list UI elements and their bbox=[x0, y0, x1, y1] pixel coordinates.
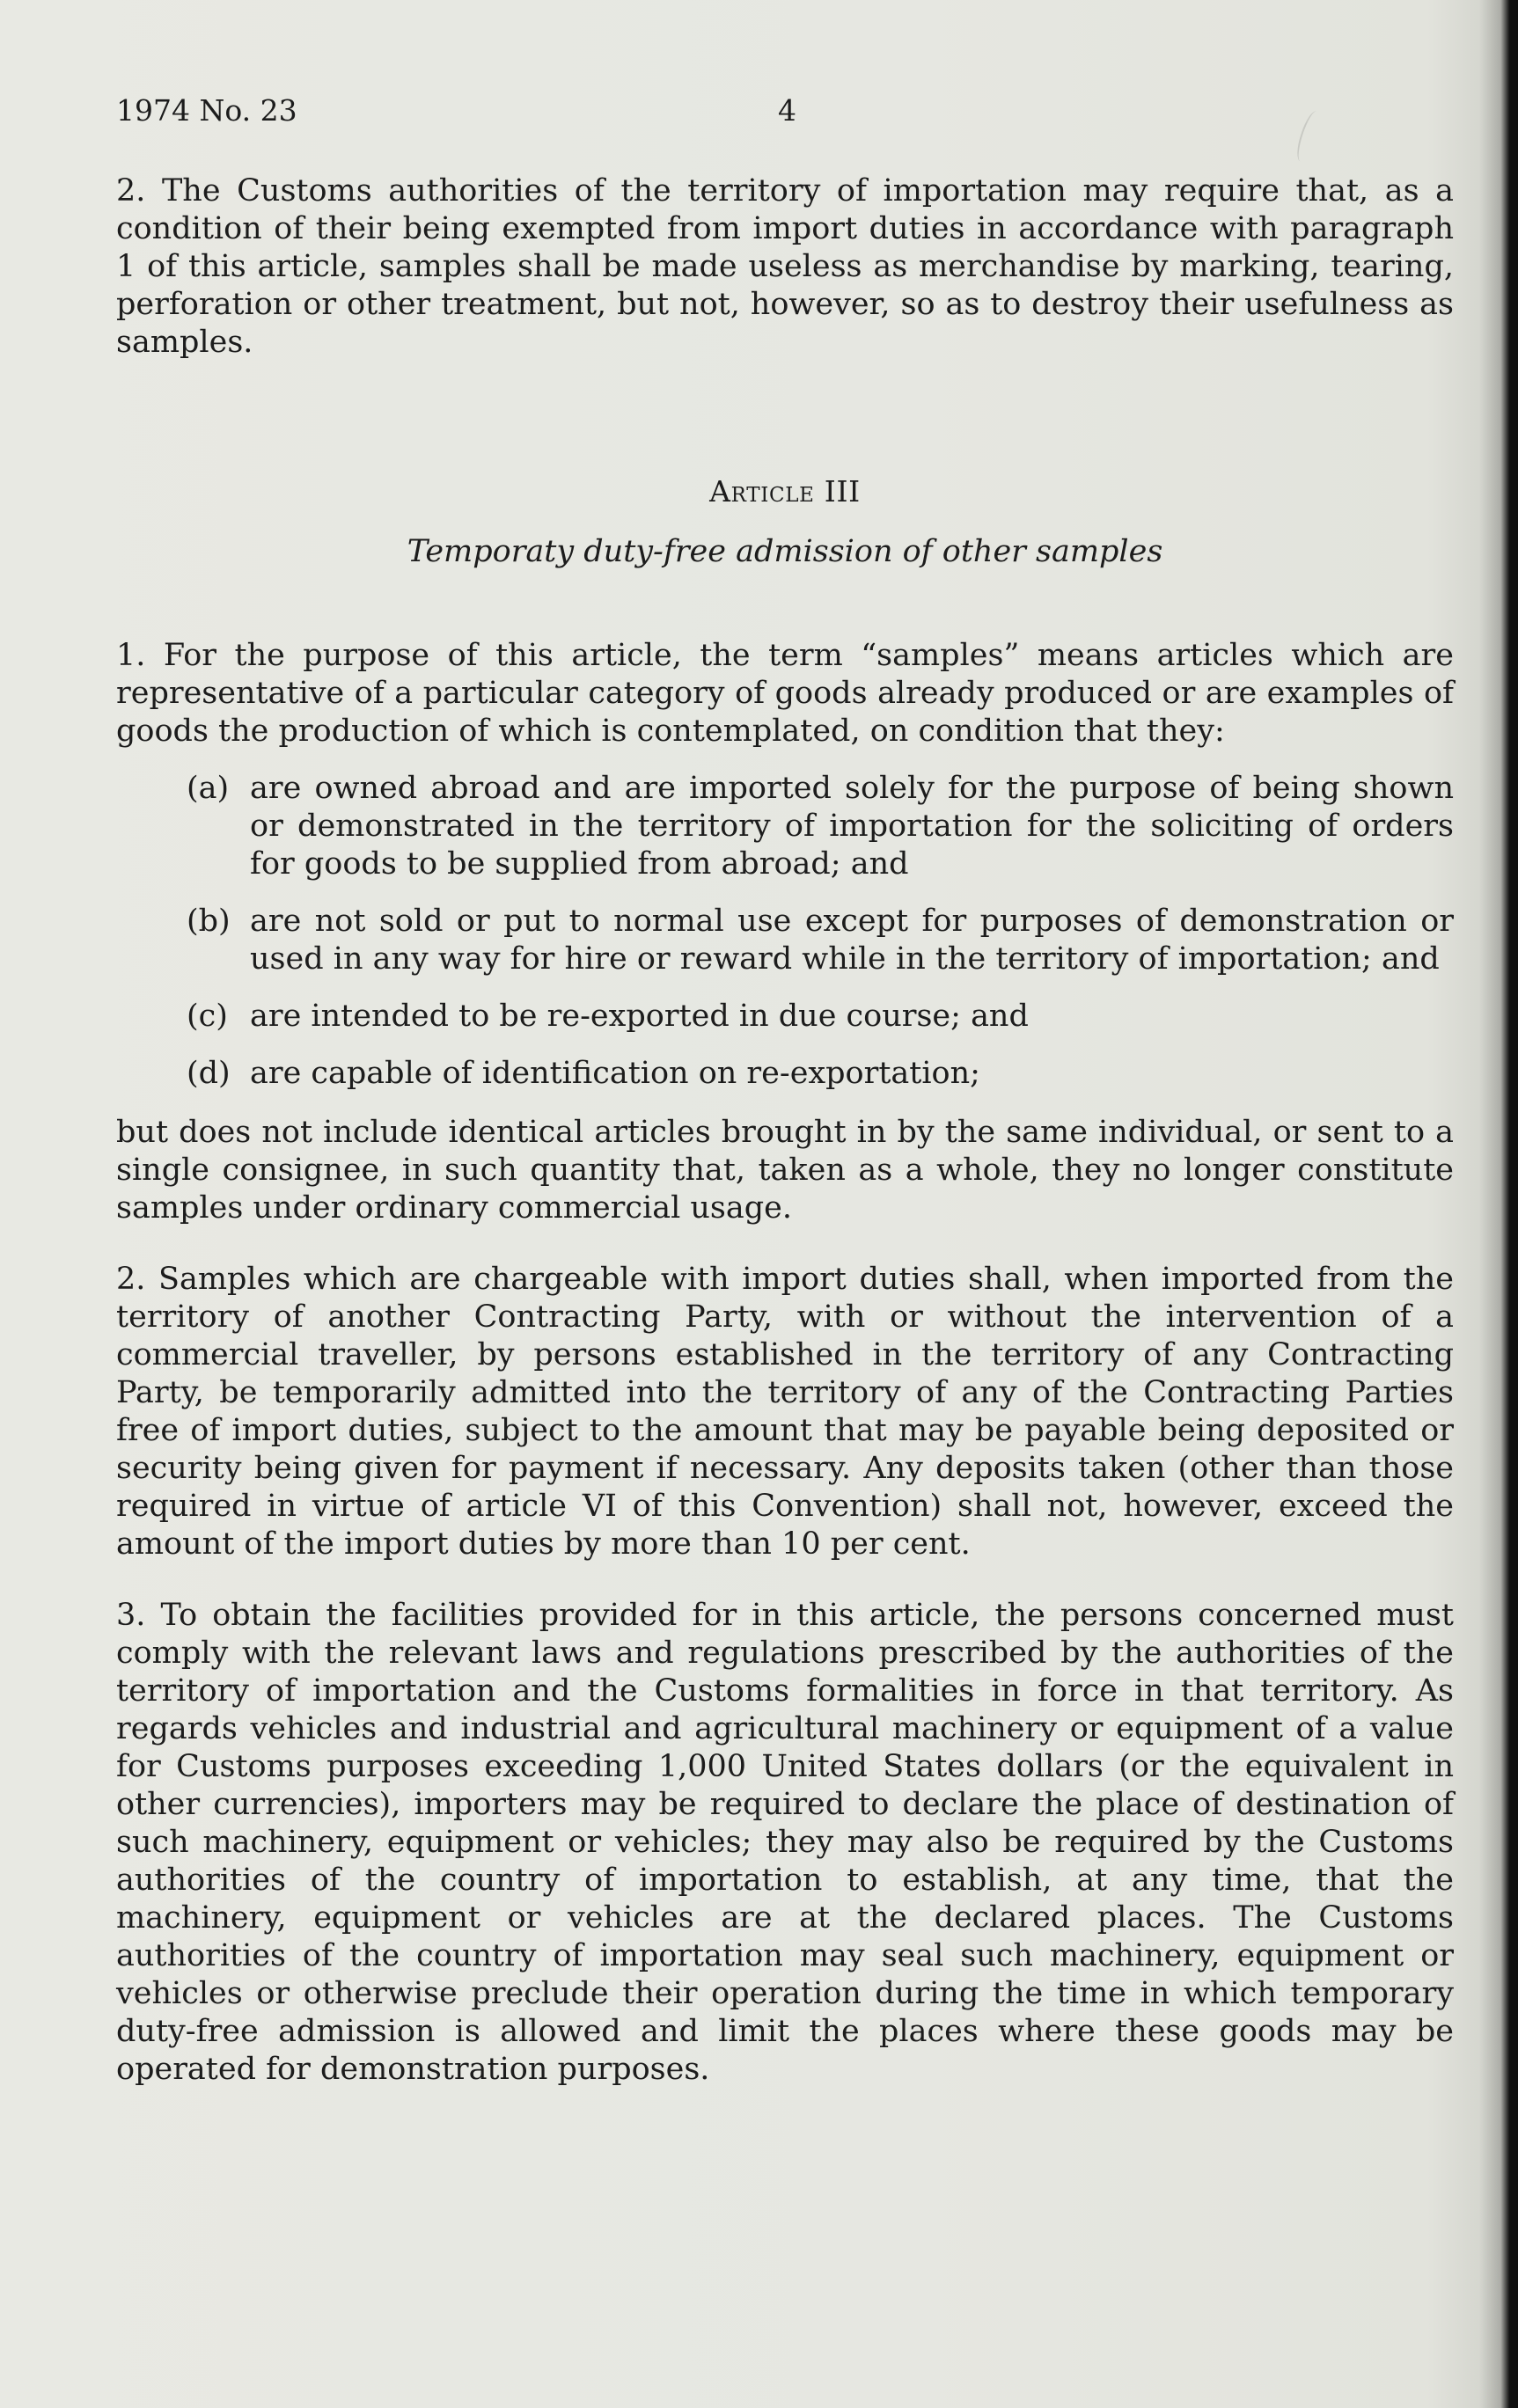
closing-paragraph: but does not include identical articles brought in by the same individual, or sent to a single consignee, in such quantity that, taken as a whole, they no longer constitute samples under ordinary commercial usage. bbox=[116, 1115, 1454, 1226]
article-subtitle: Temporaty duty-free admission of other samples bbox=[407, 534, 1163, 569]
item-label: (b) bbox=[187, 904, 231, 939]
item-text: are owned abroad and are imported solely for the purpose of being shown or demonstrated in the territory of importation for the soliciting of orders for goods to be supplied from abroad; and bbox=[250, 771, 1454, 882]
item-label: (c) bbox=[187, 999, 228, 1034]
item-text: are capable of identification on re-exportation; bbox=[250, 1056, 980, 1091]
binding-shadow bbox=[1479, 0, 1518, 2408]
item-text: are intended to be re-exported in due course; and bbox=[250, 999, 1029, 1034]
document-content bbox=[116, 91, 1454, 2089]
page-header bbox=[116, 91, 1454, 135]
list-item bbox=[187, 1055, 1454, 1093]
year-number: 1974 No. 23 bbox=[116, 93, 297, 128]
item-label: (d) bbox=[187, 1056, 231, 1091]
article-paragraph-3: 3. To obtain the facilities provided for in this article, the persons concerned must comply with the relevant laws and regulations prescribed by the authorities of the territory of importation and the Customs formalities in force in that territory. As regards vehicles and industrial and agricultural machinery or equipment of a value for Customs purposes exceeding 1,000 United States dollars (or the equivalent in other currencies), importers may be required to declare the place of destination of such machinery, equipment or vehicles; they may also be required by the Customs authorities of the country of importation to establish, at any time, that the machinery, equipment or vehicles are at the declared places. The Customs authorities of the country of importation may seal such machinery, equipment or vehicles or otherwise preclude their operation during the time in which temporary duty-free admission is allowed and limit the places where these goods may be operated for demonstration purposes. bbox=[116, 1598, 1454, 2087]
page-number: 4 bbox=[778, 93, 796, 128]
item-text: are not sold or put to normal use except for purposes of demonstration or used in any way for hire or reward while in the territory of importation; and bbox=[250, 904, 1454, 977]
item-label: (a) bbox=[187, 771, 230, 806]
intro-paragraph: 2. The Customs authorities of the territory of importation may require that, as a condition of their being exempted from import duties in accordance with paragraph 1 of this article, samples shall be made useless as merchandise by marking, tearing, perforation or other treatment, but not, however, so as to destroy their usefulness as samples. bbox=[116, 173, 1454, 360]
list-item bbox=[187, 998, 1454, 1036]
list-item bbox=[187, 770, 1454, 883]
article-title: Article III bbox=[709, 474, 861, 509]
article-paragraph-2: 2. Samples which are chargeable with import duties shall, when imported from the territory of another Contracting Party, with or without the intervention of a commercial traveller, by persons established in the territory of any Contracting Party, be temporarily admitted into the territory of any of the Contracting Parties free of import duties, subject to the amount that may be payable being deposited or security being given for payment if necessary. Any deposits taken (other than those required in virtue of article VI of this Convention) shall not, however, exceed the amount of the import duties by more than 10 per cent. bbox=[116, 1262, 1454, 1562]
article-paragraph-1: 1. For the purpose of this article, the term “samples” means articles which are representative of a particular category of goods already produced or are examples of goods the production of which is contemplated, on condition that they: bbox=[116, 638, 1454, 749]
list-item bbox=[187, 903, 1454, 978]
